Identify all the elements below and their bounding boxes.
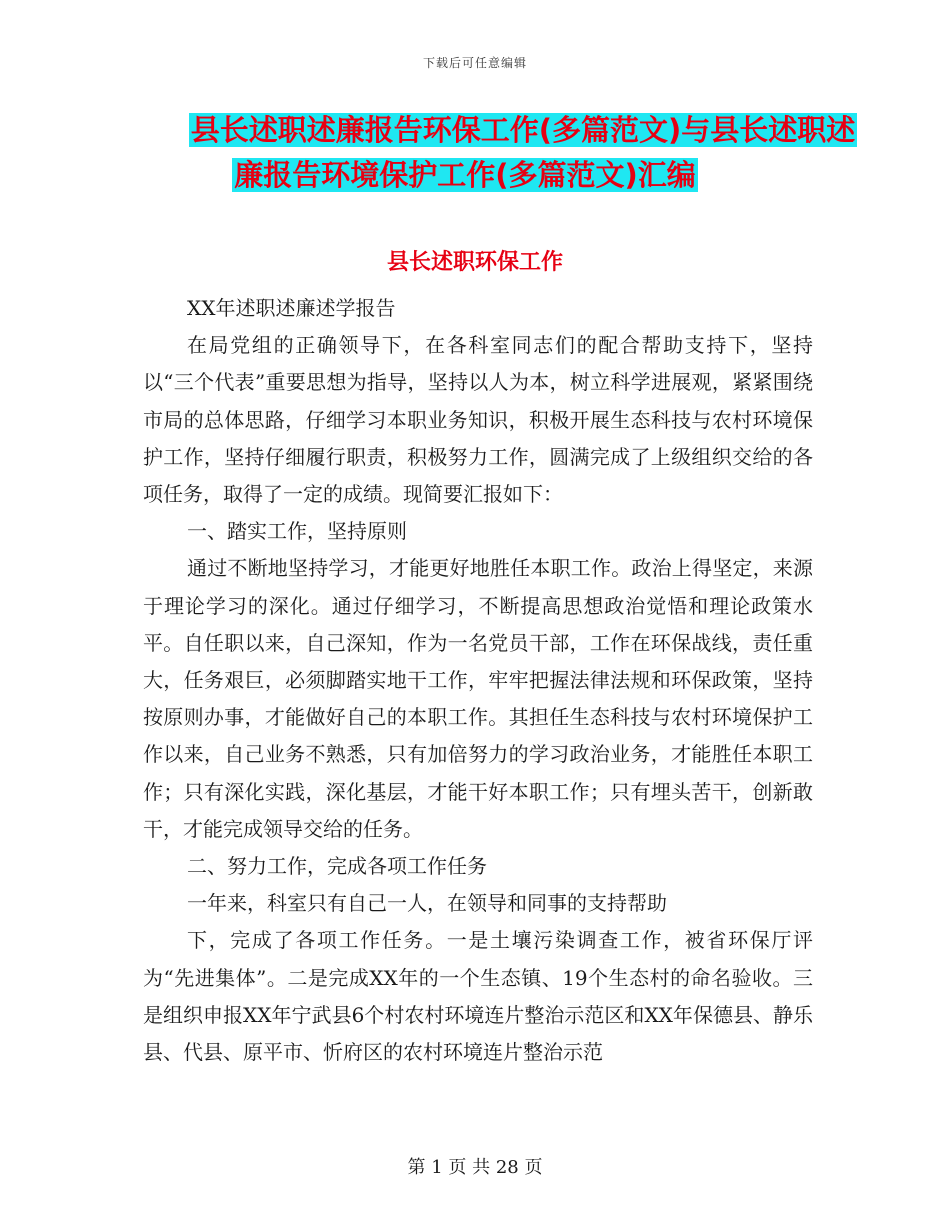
heading-section-two: 二、努力工作，完成各项工作任务 [187,854,487,879]
paragraph-report-title: XX年述职述廉述学报告 [187,296,396,320]
document-title-line-2 [0,153,940,197]
title-line-2-text: 廉报告环境保护工作(多篇范文)汇编 [234,158,696,192]
title-line-1-text: 县长述职述廉报告环保工作(多篇范文)与县长述职述 [190,113,856,147]
document-body [143,290,813,1071]
header-note: 下载后可任意编辑 [422,56,527,70]
page-footer: 第 1 页 共 28 页 [407,1157,543,1178]
paragraph-section-two-a: 一年来，科室只有自己一人，在领导和同事的支持帮助 [187,891,667,916]
heading-section-one: 一、踏实工作，坚持原则 [187,519,407,544]
document-title-line-1 [48,108,950,152]
paragraph-section-one: 通过不断地坚持学习，才能更好地胜任本职工作。政治上得坚定，来源于理论学习的深化。通过仔细学习，不断提高思想政治觉悟和理论政策水平。自任职以来，自己深知，作为一名党员干部，工作在环保战线，责任重大，任务艰巨，必须脚踏实地干工作，牢牢把握法律法规和环保政策，坚持按原则办事，才能做好自己的本职工作。其担任生态科技与农村环境保护工作以来，自己业务不熟悉，只有加倍努力的学习政治业务，才能胜任本职工作；只有深化实践，深化基层，才能干好本职工作；只有埋头苦干，创新敢干，才能完成领导交给的任务。 [143,556,813,841]
section-title: 县长述职环保工作 [386,250,563,275]
paragraph-section-two-b: 下，完成了各项工作任务。一是土壤污染调查工作，被省环保厅评为“先进集体”。二是完成XX年的一个生态镇、19个生态村的命名验收。三是组织申报XX年宁武县6个村农村环境连片整治示范区和XX年保德县、静乐县、代县、原平市、忻府区的农村环境连片整治示范 [143,928,813,1065]
paragraph-intro: 在局党组的正确领导下，在各科室同志们的配合帮助支持下，坚持以“三个代表”重要思想为指导，坚持以人为本，树立科学进展观，紧紧围绕市局的总体思路，仔细学习本职业务知识，积极开展生态科技与农村环境保护工作，坚持仔细履行职责，积极努力工作，圆满完成了上级组织交给的各项任务，取得了一定的成绩。现简要汇报如下： [143,333,813,507]
